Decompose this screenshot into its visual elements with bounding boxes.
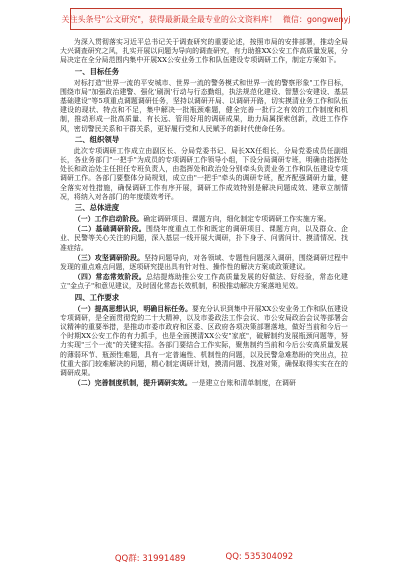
section-heading xyxy=(60,203,348,213)
paragraph-text: 总结提炼助推公安工作高质量发展的好做法、好经验，常态化建立"金点子"和意见建议，及时固化常态长效机制，积极推动解决方案落地见效。 xyxy=(60,273,348,291)
body-paragraph xyxy=(60,147,348,202)
page-footer xyxy=(0,552,408,566)
paragraph-text: 二、组织领导 xyxy=(74,134,120,144)
paragraph-lead: （一）工作启动阶段。 xyxy=(73,215,144,224)
section-heading xyxy=(60,67,348,77)
paragraph-text: 为深入贯彻落实习近平总书记关于调查研究的重要论述，按照市局的安排部署，推动全局大兴调查研究之风，扎实开展以问题为导向的调查研究，有力助推XX公安工作高质量发展，分局决定在全分局范围内集中开展XX公安业务工作和队伍建设专项调研工作，制定方案如下。 xyxy=(60,38,348,65)
paragraph-lead: （四）常态常效阶段。 xyxy=(73,273,147,282)
banner-wechat: 微信：gongwenyj xyxy=(282,14,351,24)
body-paragraph xyxy=(60,79,348,134)
body-paragraph xyxy=(60,379,348,388)
header-banner xyxy=(61,8,351,30)
paragraph-lead: （一）提高思想认识，明确目标任务。 xyxy=(73,304,193,313)
body-paragraph xyxy=(60,305,348,379)
paragraph-text: 坚持问题导向，对各领域、专题性问题深入调研，围绕调研过程中发现的重点难点问题，逐项研究提出具有针对性、操作性的解决方案或政策建议。 xyxy=(60,253,349,272)
body-paragraph xyxy=(60,254,348,272)
paragraph-text: 此次专项调研工作成立由副区长、分局党委书记、局长XX任组长，分局党委成员任副组长，各业务部门"一把手"为成员的专项调研工作领导小组，下设分局调研专班，明确由指挥处处长和政治处主任担任专班负责人，由指挥处和政治处分别牵头负责业务工作和队伍建设专项调研工作。各部门要整体分局规划，成立由"一把手"牵头的调研专班，配齐配强调研力量，健全落实对性措施，确保调研工作有序开展，调研工作成效特别是解决问题成效、建章立制情况，将纳入对各部门的年度绩效考评。 xyxy=(60,146,348,201)
banner-slogan: 关注头条号"公文研究"，获得最新最全最专业的公文资料库！ xyxy=(61,14,277,24)
paragraph-text: 对标打造"世界一流的平安城市、世界一流的警务模式和世界一流的警察形象"工作目标，围绕市局"加强政治建警、强化'刷润'行动与行态勤组，执法规范化建设、智慧公安建设、基层基础建设"等5项重点调题调研任务，坚持以调研开局、以调研开路，切实摸清业务工作和队伍建设的现状、特点和不足，集中解决一批瓶颈难题，健全完善一批行之有效的工作制度和机制，推动形成一批高质量、有长远、管用好用的调研成果，助力局属探索创新，改进工作作风，密切警民关系和干群关系，更好履行党和人民赋予的新时代使命任务。 xyxy=(60,78,348,133)
paragraph-text: 要充分认识到集中开展XX公安业务工作和队伍建设专项调研，是全面贯彻党的二十大精神，以及市委政法工作会议、市公安局政治会议等部署会议精神的重要举措，是推动市委市政府和区委、区政府各项决策部署落地，做好当前和今后一个时期XX公安工作的有力抓手，也是全面摸清XX公安"家底"，破解制约发展瓶颈问题等，努力实现"三个一流"的关键实招。各部门要结合工作实际，聚焦制约当前和今后公安高质量发展的薄弱环节、瓶颈性难题，具有一定普遍性、机制性的问题，以及民警急难愁盼的突出点，拉仗重大部门较难解决的问题，精心制定调研计划，摸清问题、找准对策，确保取得实实在在的调研成果。 xyxy=(60,304,348,378)
paragraph-text: 确定调研项目、课题方向，细化制定专项调研工作实施方案。 xyxy=(143,215,331,224)
paragraph-lead: （二）完善制度机制，提升调研实效。 xyxy=(73,379,192,388)
paragraph-lead: （二）基础调研阶段。 xyxy=(73,225,147,234)
paragraph-text: 四、工作要求 xyxy=(74,292,120,302)
paragraph-text: 一是建立台账和清单制度，在调研 xyxy=(191,379,296,388)
body-paragraph xyxy=(60,273,348,291)
section-heading xyxy=(60,135,348,145)
footer-qq: QQ: 535304092 xyxy=(225,552,294,562)
paragraph-text: 三、总体进度 xyxy=(74,203,120,213)
paragraph-lead: （三）攻坚调研阶段。 xyxy=(73,253,145,262)
footer-qq-group: QQ群: 31991489 xyxy=(114,554,186,564)
body-paragraph xyxy=(60,215,348,224)
body-paragraph xyxy=(60,225,348,253)
paragraph-text: 一、目标任务 xyxy=(74,66,120,76)
section-heading xyxy=(60,293,348,303)
body-paragraph xyxy=(60,38,348,66)
paragraph-text: 围绕年度重点工作和既定的调研项目、课题方向，以及群众、企业、民警等关心关注的问题，深入基层一线开展大调研，扑下身子、问需问计、摸清情况、找准症结。 xyxy=(60,225,348,252)
document-body xyxy=(60,38,348,540)
